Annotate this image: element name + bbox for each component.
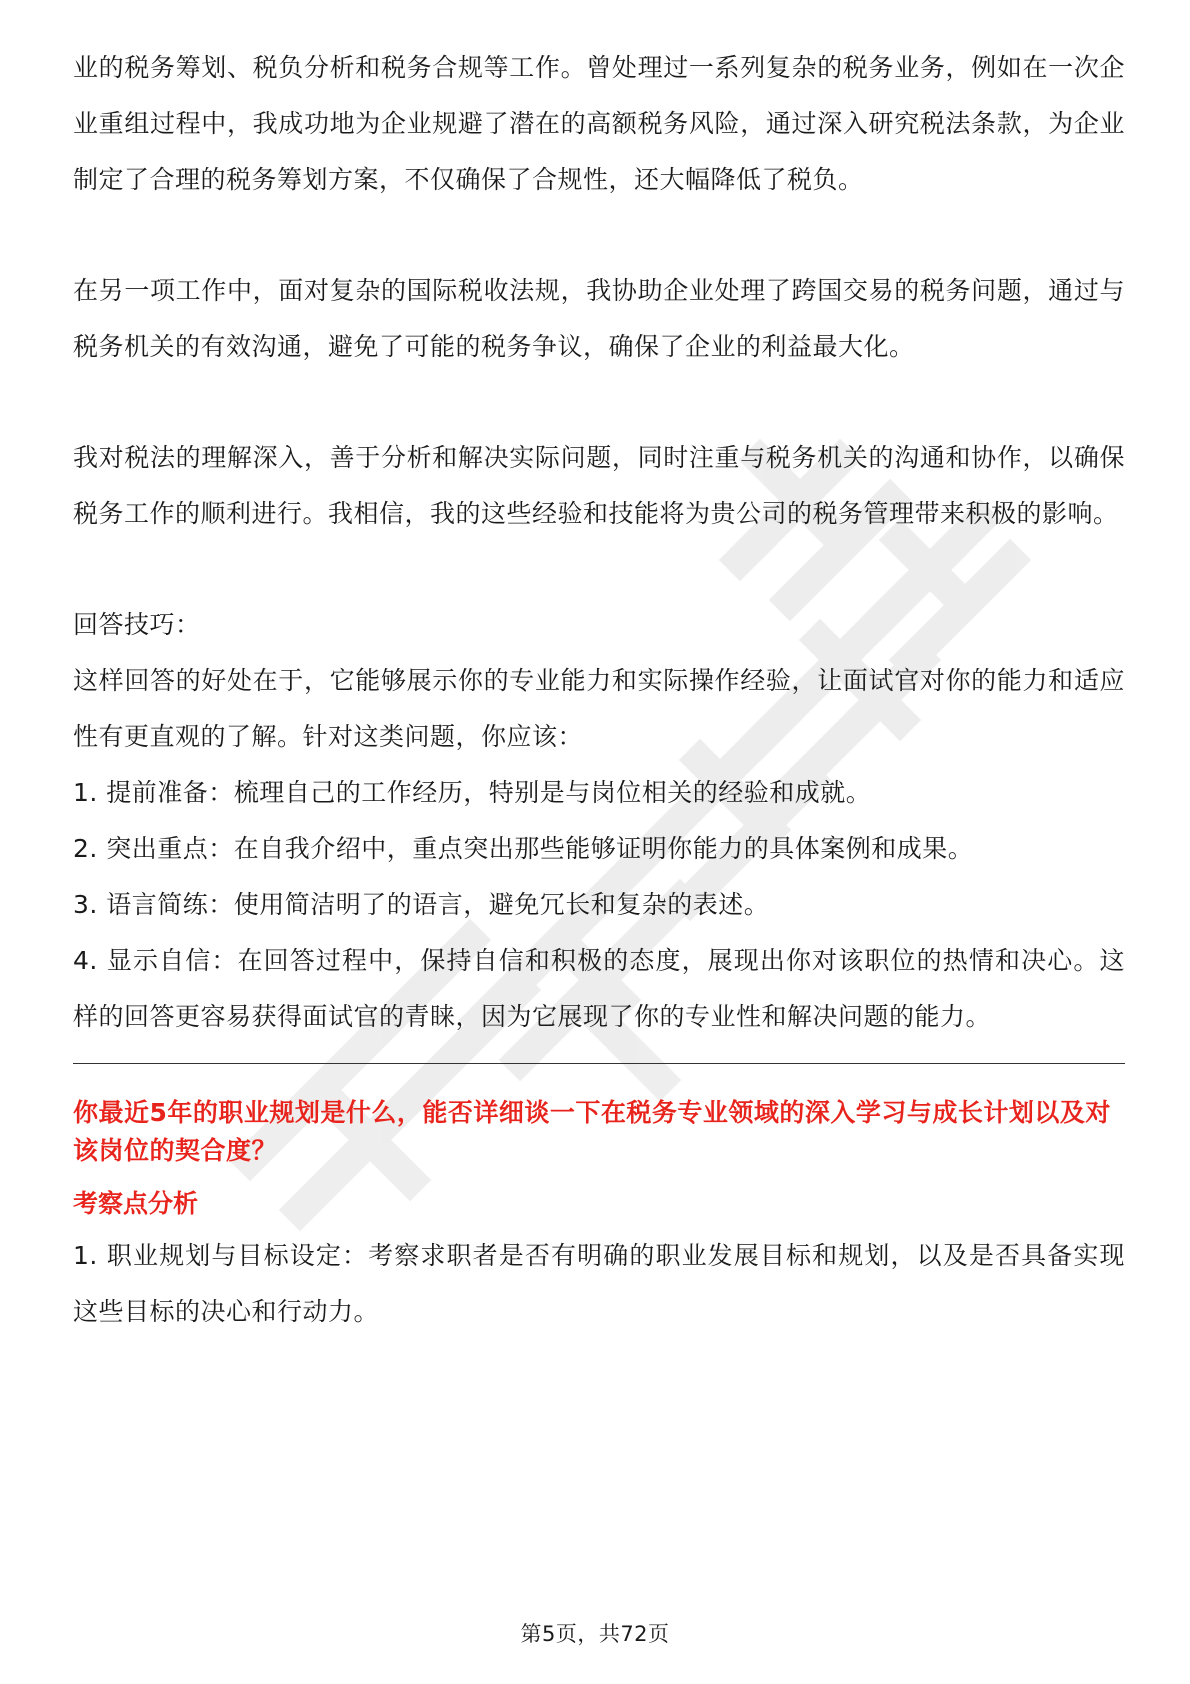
page-number: 第5页，共72页 [520, 1622, 670, 1646]
tips-item: 4. 显示自信：在回答过程中，保持自信和积极的态度，展现出你对该职位的热情和决心。这样的回答更容易获得面试官的青睐，因为它展现了你的专业性和解决问题的能力。 [73, 946, 1125, 1031]
document-body [73, 40, 1125, 1340]
analysis-title: 考察点分析 [73, 1189, 199, 1218]
tips-item: 1. 提前准备：梳理自己的工作经历，特别是与岗位相关的经验和成就。 [73, 778, 872, 807]
analysis-item: 1. 职业规划与目标设定：考察求职者是否有明确的职业发展目标和规划，以及是否具备实现这些目标的决心和行动力。 [73, 1241, 1125, 1326]
tips-item: 2. 突出重点：在自我介绍中，重点突出那些能够证明你能力的具体案例和成果。 [73, 834, 974, 863]
paragraph-experience: 业的税务筹划、税负分析和税务合规等工作。曾处理过一系列复杂的税务业务，例如在一次企业重组过程中，我成功地为企业规避了潜在的高额税务风险，通过深入研究税法条款，为企业制定了合理的税务筹划方案，不仅确保了合规性，还大幅降低了税负。 [73, 53, 1125, 194]
section-divider [73, 1063, 1125, 1064]
tips-intro: 这样回答的好处在于，它能够展示你的专业能力和实际操作经验，让面试官对你的能力和适应性有更直观的了解。针对这类问题，你应该： [73, 666, 1125, 751]
interview-question: 你最近5年的职业规划是什么，能否详细谈一下在税务专业领域的深入学习与成长计划以及对该岗位的契合度？ [73, 1098, 1111, 1165]
tips-item: 3. 语言简练：使用简洁明了的语言，避免冗长和复杂的表述。 [73, 890, 770, 919]
paragraph-summary: 我对税法的理解深入，善于分析和解决实际问题，同时注重与税务机关的沟通和协作，以确保税务工作的顺利进行。我相信，我的这些经验和技能将为贵公司的税务管理带来积极的影响。 [73, 443, 1125, 528]
tips-heading: 回答技巧： [73, 610, 201, 639]
paragraph-international-tax: 在另一项工作中，面对复杂的国际税收法规，我协助企业处理了跨国交易的税务问题，通过与税务机关的有效沟通，避免了可能的税务争议，确保了企业的利益最大化。 [73, 276, 1125, 361]
